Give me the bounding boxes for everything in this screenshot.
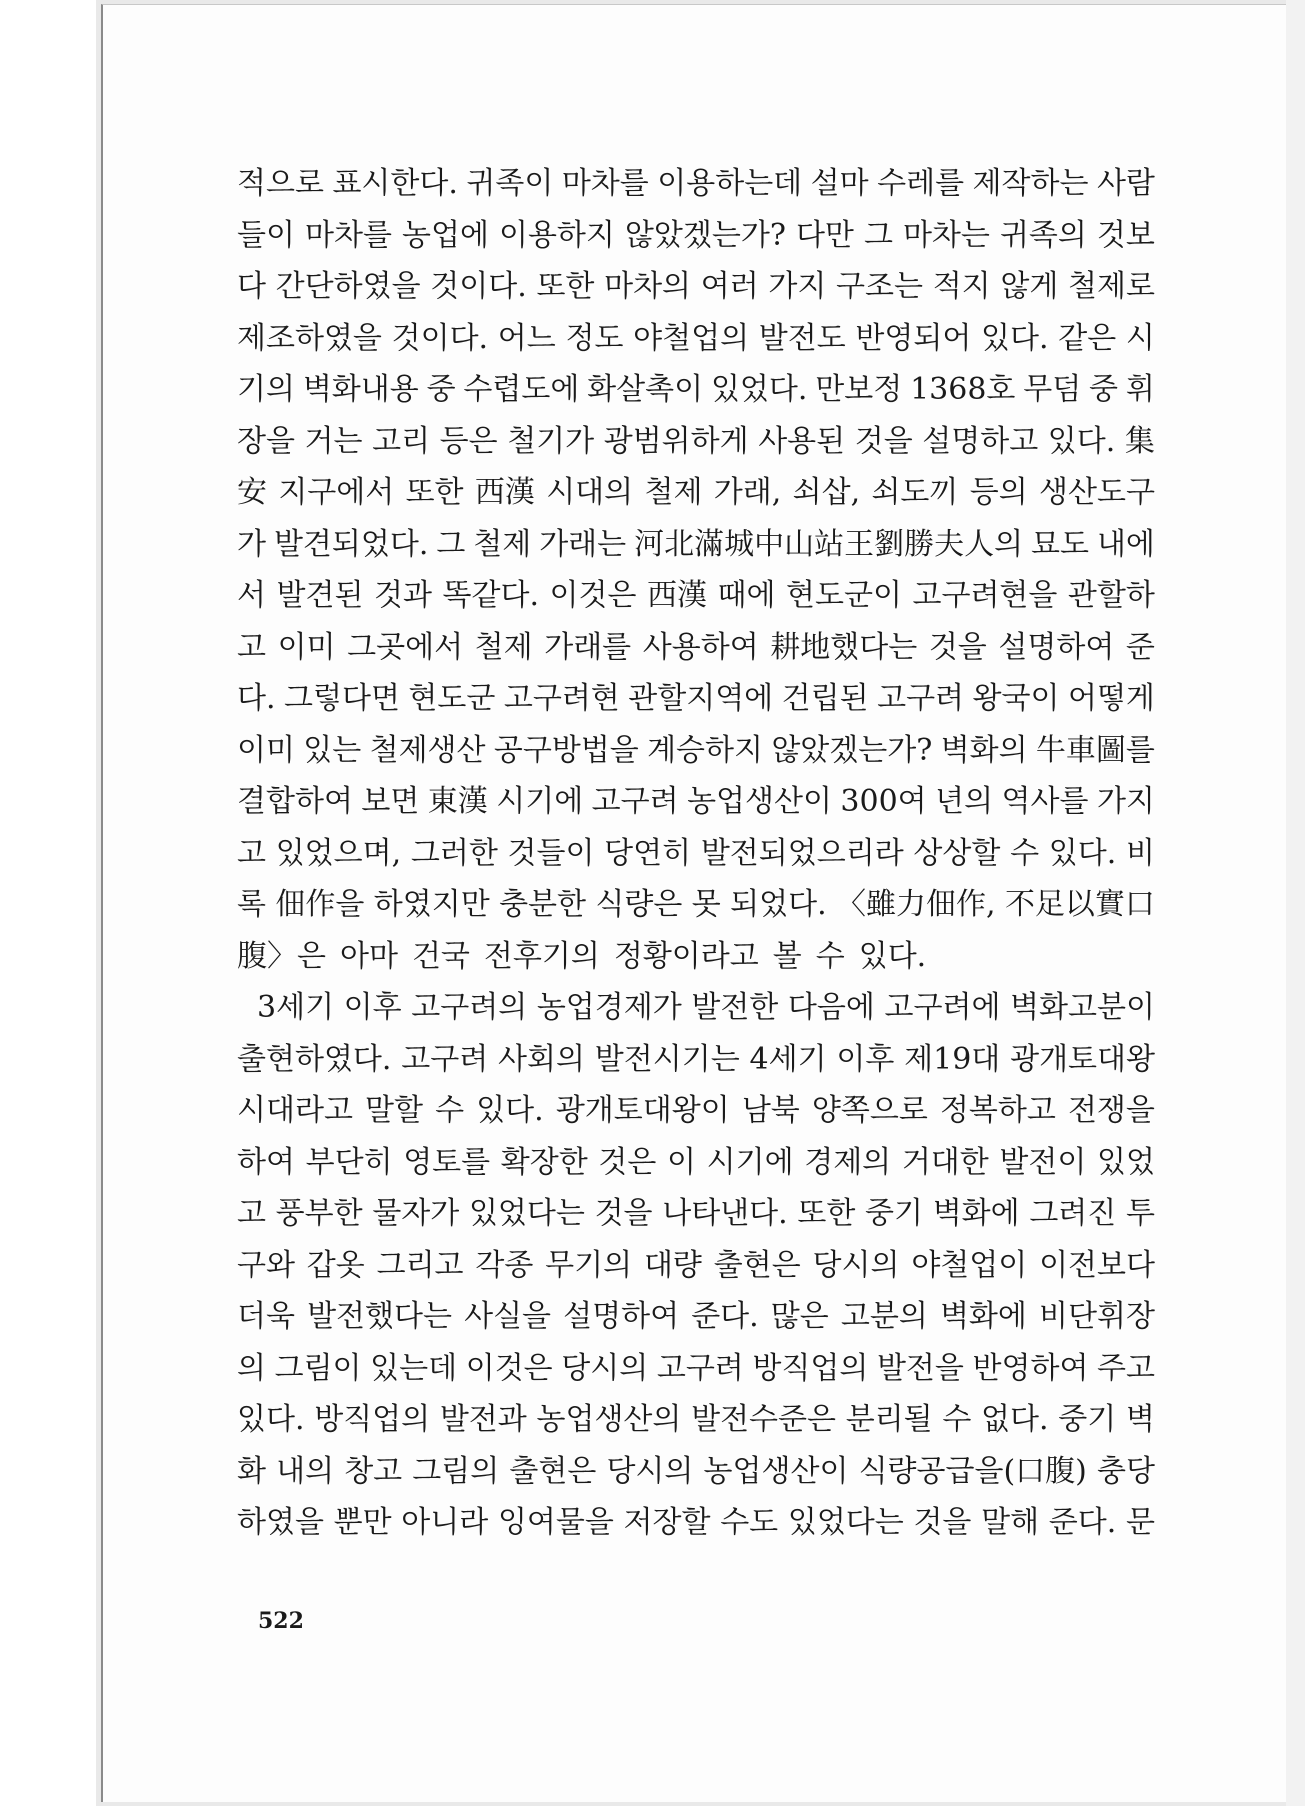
text-word: 철제	[473, 526, 532, 562]
text-word: 식량은	[595, 887, 683, 922]
text-word: 고리	[372, 423, 431, 459]
text-word: 고구려	[401, 1041, 489, 1077]
text-word: 적지	[932, 269, 991, 304]
text-word: 고	[237, 629, 266, 665]
text-word: 벽화의	[940, 732, 1028, 768]
text-word: 가지	[768, 269, 827, 304]
text-word: 경제의	[804, 1144, 892, 1180]
text-word: 이용하지	[498, 217, 615, 253]
text-word: 어떻게	[1067, 681, 1155, 716]
text-word: 그곳에서	[347, 629, 464, 665]
text-word: 영토를	[403, 1144, 491, 1180]
text-word: 하였지만	[373, 887, 490, 922]
text-word: 고구려에	[884, 990, 1001, 1025]
text-word: 사람	[1096, 166, 1155, 201]
text-word: 내에	[1096, 526, 1155, 562]
text-word: 不足以實口	[1004, 887, 1155, 922]
text-word: 것을	[928, 629, 987, 665]
text-word: 발전시기는	[594, 1041, 740, 1077]
text-word: 준다.	[1048, 1505, 1117, 1540]
text-word: 때에	[717, 578, 776, 613]
text-word: 철기가	[507, 423, 595, 459]
text-word: 반영되어	[855, 320, 972, 356]
text-word: 저장할	[623, 1505, 711, 1540]
text-word: 가지	[1096, 784, 1155, 819]
text-word: 腹〉은	[237, 938, 326, 974]
text-word: 발전되었으리라	[700, 835, 904, 871]
text-word: 설명하고	[922, 423, 1039, 459]
page-edge	[1286, 0, 1305, 1806]
text-word: 대량	[643, 1247, 702, 1283]
text-word: 중기	[1058, 1402, 1117, 1437]
text-word: 하여	[237, 1144, 295, 1180]
text-word: 정황이라고	[613, 938, 759, 974]
text-line	[237, 519, 1155, 571]
text-word: 이미	[277, 629, 336, 665]
text-word: 〈雖力佃作,	[836, 887, 996, 922]
text-word: 사실을	[464, 1299, 552, 1334]
text-word: 集	[1124, 423, 1155, 459]
text-word: 생산도구	[1039, 475, 1155, 510]
text-word: 이용하는데	[657, 166, 803, 201]
text-word: 다	[237, 269, 266, 304]
text-word: 남북	[741, 1093, 800, 1128]
text-word: 기의	[237, 372, 295, 407]
text-word: 관할지역에	[628, 681, 774, 716]
text-word: 없다.	[981, 1402, 1049, 1437]
text-word: 것보	[1096, 217, 1155, 253]
text-word: 당시의	[561, 1350, 649, 1386]
text-word: 수레를	[877, 166, 965, 201]
text-word: 나타낸다.	[662, 1196, 788, 1231]
text-line	[237, 158, 1155, 210]
text-word: 못	[691, 887, 721, 922]
text-word: 않았겠는가?	[771, 732, 933, 768]
text-word: 것이다.	[391, 320, 489, 356]
text-word: 물자가	[372, 1196, 460, 1231]
text-word: 방직업의	[752, 1350, 869, 1386]
text-word: 고구려현을	[912, 578, 1058, 613]
text-word: 광개토대왕이	[555, 1093, 730, 1128]
text-word: 야철업의	[633, 320, 750, 356]
text-word: 더욱	[237, 1299, 295, 1334]
text-word: 이것은	[549, 578, 637, 613]
text-word: 갑옷	[306, 1247, 365, 1283]
text-word: 분리될	[845, 1402, 933, 1437]
text-word: 뿐만	[333, 1505, 392, 1540]
text-word: 제조하였을	[237, 320, 382, 356]
text-word: 수	[435, 1093, 465, 1128]
text-word: 의	[237, 1350, 266, 1386]
text-word: 내의	[276, 1453, 335, 1489]
text-word: 제19대	[904, 1041, 1001, 1077]
text-word: 전후기의	[483, 938, 600, 974]
text-word: 벽화에	[932, 1196, 1020, 1231]
text-word: 지구에서	[278, 475, 395, 510]
text-word: 거는	[304, 423, 363, 459]
text-word: 준다.	[691, 1299, 759, 1334]
text-word: 이것은	[465, 1350, 553, 1386]
text-word: 등의	[969, 475, 1028, 510]
text-word: 있다.	[858, 938, 927, 974]
text-word: 있었	[1097, 1144, 1155, 1180]
text-word: 표시한다.	[332, 166, 458, 201]
text-word: 다만	[795, 217, 854, 253]
text-word: 있는데	[370, 1350, 458, 1386]
text-word: 화	[237, 1453, 266, 1489]
text-line	[237, 725, 1155, 777]
text-word: 이전보다	[1039, 1247, 1155, 1283]
text-word: 있다.	[1047, 423, 1116, 459]
text-line	[237, 828, 1155, 880]
text-word: 그러한	[410, 835, 498, 871]
text-word: 쇠도끼	[871, 475, 959, 510]
text-word: 西漢	[647, 578, 707, 613]
text-word: 그려진	[1029, 1196, 1117, 1231]
text-word: 같은	[1058, 320, 1117, 356]
text-word: 있다.	[476, 1093, 544, 1128]
text-line	[237, 622, 1155, 674]
text-word: 발전이	[999, 1144, 1087, 1180]
text-word: 광개토대왕	[1010, 1041, 1155, 1077]
text-word: 이미	[237, 732, 295, 768]
text-word: 고	[237, 835, 266, 871]
text-word: 식량공급을(口腹)	[858, 1453, 1087, 1489]
text-word: 당연히	[604, 835, 692, 871]
text-word: 그림이	[274, 1350, 362, 1386]
text-word: 있었으며,	[275, 835, 402, 871]
text-word: 것은	[598, 1144, 657, 1180]
text-word: 만보정	[815, 372, 903, 407]
text-word: 있다.	[981, 320, 1049, 356]
text-word: 마차의	[604, 269, 692, 304]
text-word: 아니라	[401, 1505, 489, 1540]
text-line	[237, 1034, 1155, 1086]
text-word: 록	[237, 887, 266, 922]
text-word: 부단히	[305, 1144, 393, 1180]
text-line	[237, 364, 1155, 416]
text-word: 있다.	[237, 1402, 305, 1437]
text-word: 중	[426, 372, 456, 407]
text-word: 야철업이	[911, 1247, 1028, 1283]
text-word: 들이	[237, 217, 295, 253]
text-word: 정복하고	[939, 1093, 1056, 1128]
text-word: 시대라고	[237, 1093, 353, 1128]
text-line	[237, 570, 1155, 622]
text-word: 정도	[565, 320, 624, 356]
text-word: 볼	[772, 938, 802, 974]
text-word: 보면	[361, 784, 420, 819]
text-word: 상상할	[913, 835, 1001, 871]
text-word: 농업에	[401, 217, 489, 253]
text-line	[237, 1188, 1155, 1240]
text-word: 서	[237, 578, 266, 613]
text-word: 화살촉이	[587, 372, 704, 407]
text-word: 제작하는	[972, 166, 1089, 201]
text-word: 발전을	[876, 1350, 964, 1386]
text-word: 출현은	[713, 1247, 801, 1283]
text-word: 구와	[237, 1247, 295, 1283]
text-word: 고구려의	[411, 990, 528, 1025]
text-word: 것을	[594, 1196, 653, 1231]
text-word: 고구려현	[503, 681, 620, 716]
text-word: 많은	[770, 1299, 829, 1334]
text-word: 牛車圖를	[1035, 732, 1155, 768]
text-line	[237, 982, 1155, 1034]
text-line	[237, 1394, 1155, 1446]
text-word: 준	[1125, 629, 1155, 665]
text-word: 고구려	[656, 1350, 744, 1386]
text-word: 시기에	[496, 784, 584, 819]
text-word: 가래는	[539, 526, 627, 562]
text-word: 확장한	[500, 1144, 588, 1180]
text-word: 것과	[374, 578, 432, 613]
text-word: 거대한	[901, 1144, 989, 1180]
text-word: 東漢	[427, 784, 488, 819]
text-word: 무기의	[545, 1247, 633, 1283]
text-word: 발견되었다.	[273, 526, 429, 562]
text-word: 또한	[797, 1196, 856, 1231]
text-word: 발전과	[439, 1402, 527, 1437]
text-word: 농업경제가	[536, 990, 682, 1025]
text-line	[237, 416, 1155, 468]
text-word: 시기에	[706, 1144, 794, 1180]
text-word: 충분한	[499, 887, 587, 922]
text-word: 것을	[854, 423, 913, 459]
text-word: 고구려	[591, 784, 679, 819]
text-word: 현도군이	[786, 578, 902, 613]
text-word: 출현은	[509, 1453, 597, 1489]
text-word: 있었다는	[468, 1196, 585, 1231]
text-word: 그리고	[376, 1247, 464, 1283]
text-word: 출현하였다.	[237, 1041, 392, 1077]
text-line	[237, 313, 1155, 365]
text-word: 설명하여	[563, 1299, 680, 1334]
text-line	[237, 261, 1155, 313]
text-line	[237, 776, 1155, 828]
text-word: 또한	[536, 269, 595, 304]
text-word: 이	[667, 1144, 696, 1180]
text-word: 3세기	[257, 990, 335, 1025]
text-word: 건국	[411, 938, 470, 974]
text-line	[237, 673, 1155, 725]
text-word: 쇠삽,	[792, 475, 861, 510]
text-word: 마차를	[561, 166, 649, 201]
text-word: 아마	[339, 938, 398, 974]
text-word: 묘도	[1031, 526, 1089, 562]
text-word: 다.	[237, 681, 276, 716]
text-word: 벽화고분이	[1010, 990, 1155, 1025]
text-word: 현도군	[408, 681, 496, 716]
text-word: 중기	[865, 1196, 923, 1231]
text-word: 수	[815, 938, 845, 974]
text-word: 주고	[1097, 1350, 1155, 1386]
text-word: 발전했다는	[307, 1299, 452, 1334]
text-word: 수렵도에	[463, 372, 580, 407]
text-word: 당시의	[606, 1453, 694, 1489]
text-word: 장을	[237, 423, 295, 459]
text-word: 사용하여	[642, 629, 759, 665]
text-line	[237, 1446, 1155, 1498]
text-word: 공구방법을	[493, 732, 639, 768]
text-word: 발전한	[691, 990, 779, 1025]
text-word: 것을	[913, 1505, 972, 1540]
text-word: 것들이	[507, 835, 595, 871]
body-text	[237, 158, 1155, 1549]
text-word: 설명하여	[998, 629, 1115, 665]
text-word: 여러	[700, 269, 759, 304]
text-word: 않았겠는가?	[624, 217, 786, 253]
text-word: 반영하여	[972, 1350, 1089, 1386]
text-word: 간단하였을	[275, 269, 421, 304]
text-word: 발전수준은	[691, 1402, 836, 1437]
text-word: 각종	[475, 1247, 534, 1283]
text-word: 河北滿城中山站王劉勝夫人의	[634, 526, 1024, 562]
text-word: 마차를	[305, 217, 392, 253]
text-word: 방직업의	[314, 1402, 431, 1437]
text-word: 있다.	[1048, 835, 1117, 871]
text-word: 발전도	[758, 320, 846, 356]
text-line	[237, 1085, 1155, 1137]
text-word: 耕地했다는	[770, 629, 918, 665]
text-word: 풍부한	[275, 1196, 363, 1231]
text-word: 수도	[720, 1505, 779, 1540]
text-word: 佃作을	[275, 887, 365, 922]
text-word: 벽화에	[939, 1299, 1027, 1334]
text-word: 그렇다면	[284, 681, 400, 716]
text-word: 전쟁을	[1067, 1093, 1155, 1128]
text-word: 이후	[343, 990, 402, 1025]
text-word: 그	[863, 217, 893, 253]
text-word: 하였을	[237, 1505, 324, 1540]
text-line	[237, 931, 1155, 983]
text-word: 가래를	[544, 629, 632, 665]
text-word: 있는	[303, 732, 362, 768]
text-word: 역사를	[1001, 784, 1089, 819]
text-word: 철제생산	[369, 732, 486, 768]
text-word: 또한	[405, 475, 464, 510]
text-word: 창고	[344, 1453, 403, 1489]
text-word: 벽화내용	[302, 372, 419, 407]
text-word: 것이다.	[430, 269, 527, 304]
text-word: 다음에	[787, 990, 875, 1025]
text-line	[237, 210, 1155, 262]
text-word: 비	[1125, 835, 1155, 871]
text-word: 수	[1010, 835, 1040, 871]
text-word: 시	[1125, 320, 1155, 356]
page-number: 522	[258, 1608, 304, 1634]
text-line	[237, 1343, 1155, 1395]
text-word: 300여	[840, 784, 927, 819]
text-word: 계승하지	[647, 732, 763, 768]
text-word: 1368호	[910, 372, 1016, 407]
text-word: 西漢	[474, 475, 535, 510]
text-word: 그림의	[412, 1453, 500, 1489]
text-word: 수	[942, 1402, 972, 1437]
text-line	[237, 879, 1155, 931]
text-word: 발견된	[276, 578, 364, 613]
text-word: 농업생산이	[687, 784, 832, 819]
text-word: 무덤	[1023, 372, 1082, 407]
text-word: 그	[436, 526, 466, 562]
text-line	[237, 1137, 1155, 1189]
text-word: 이후	[836, 1041, 895, 1077]
text-word: 똑같다.	[442, 578, 539, 613]
text-word: 설마	[810, 166, 869, 201]
text-word: 년의	[935, 784, 994, 819]
text-word: 잉여물을	[497, 1505, 614, 1540]
text-word: 말할	[365, 1093, 423, 1128]
text-word: 마차는	[902, 217, 990, 253]
text-word: 되었다.	[730, 887, 827, 922]
text-word: 귀족의	[999, 217, 1087, 253]
text-word: 문	[1125, 1505, 1155, 1540]
text-word: 4세기	[749, 1041, 827, 1077]
text-word: 고분의	[840, 1299, 928, 1334]
text-word: 양쪽으로	[811, 1093, 928, 1128]
text-line	[237, 467, 1155, 519]
text-word: 철제	[644, 475, 703, 510]
text-line	[237, 1240, 1155, 1292]
text-word: 벽	[1125, 1402, 1155, 1437]
text-word: 시대의	[546, 475, 634, 510]
text-word: 말해	[981, 1505, 1040, 1540]
text-word: 비단휘장	[1039, 1299, 1155, 1334]
text-word: 등은	[439, 423, 498, 459]
text-word: 가	[237, 526, 266, 562]
text-word: 휘	[1125, 372, 1155, 407]
text-word: 귀족이	[466, 166, 554, 201]
text-word: 어느	[497, 320, 556, 356]
text-line	[237, 1497, 1155, 1549]
text-line	[237, 1291, 1155, 1343]
text-word: 투	[1125, 1196, 1155, 1231]
text-word: 당시의	[812, 1247, 900, 1283]
text-word: 철제	[474, 629, 533, 665]
text-word: 광범위하게	[603, 423, 749, 459]
text-word: 사회의	[498, 1041, 585, 1077]
text-word: 사용된	[758, 423, 846, 459]
text-word: 있었다는	[787, 1505, 904, 1540]
text-word: 충당	[1097, 1453, 1155, 1489]
text-word: 결합하여	[237, 784, 353, 819]
text-word: 철제로	[1068, 269, 1155, 304]
text-word: 농업생산이	[703, 1453, 849, 1489]
text-word: 가래,	[713, 475, 782, 510]
text-word: 구조는	[836, 269, 923, 304]
text-word: 관할하	[1067, 578, 1155, 613]
text-word: 건립된	[781, 681, 869, 716]
text-word: 중	[1089, 372, 1119, 407]
text-word: 적으로	[237, 166, 324, 201]
text-word: 않게	[1000, 269, 1059, 304]
text-word: 고	[237, 1196, 266, 1231]
text-word: 농업생산의	[536, 1402, 682, 1437]
text-word: 있었다.	[710, 372, 808, 407]
text-word: 고구려	[877, 681, 965, 716]
text-word: 安	[237, 475, 267, 510]
text-word: 왕국이	[972, 681, 1060, 716]
